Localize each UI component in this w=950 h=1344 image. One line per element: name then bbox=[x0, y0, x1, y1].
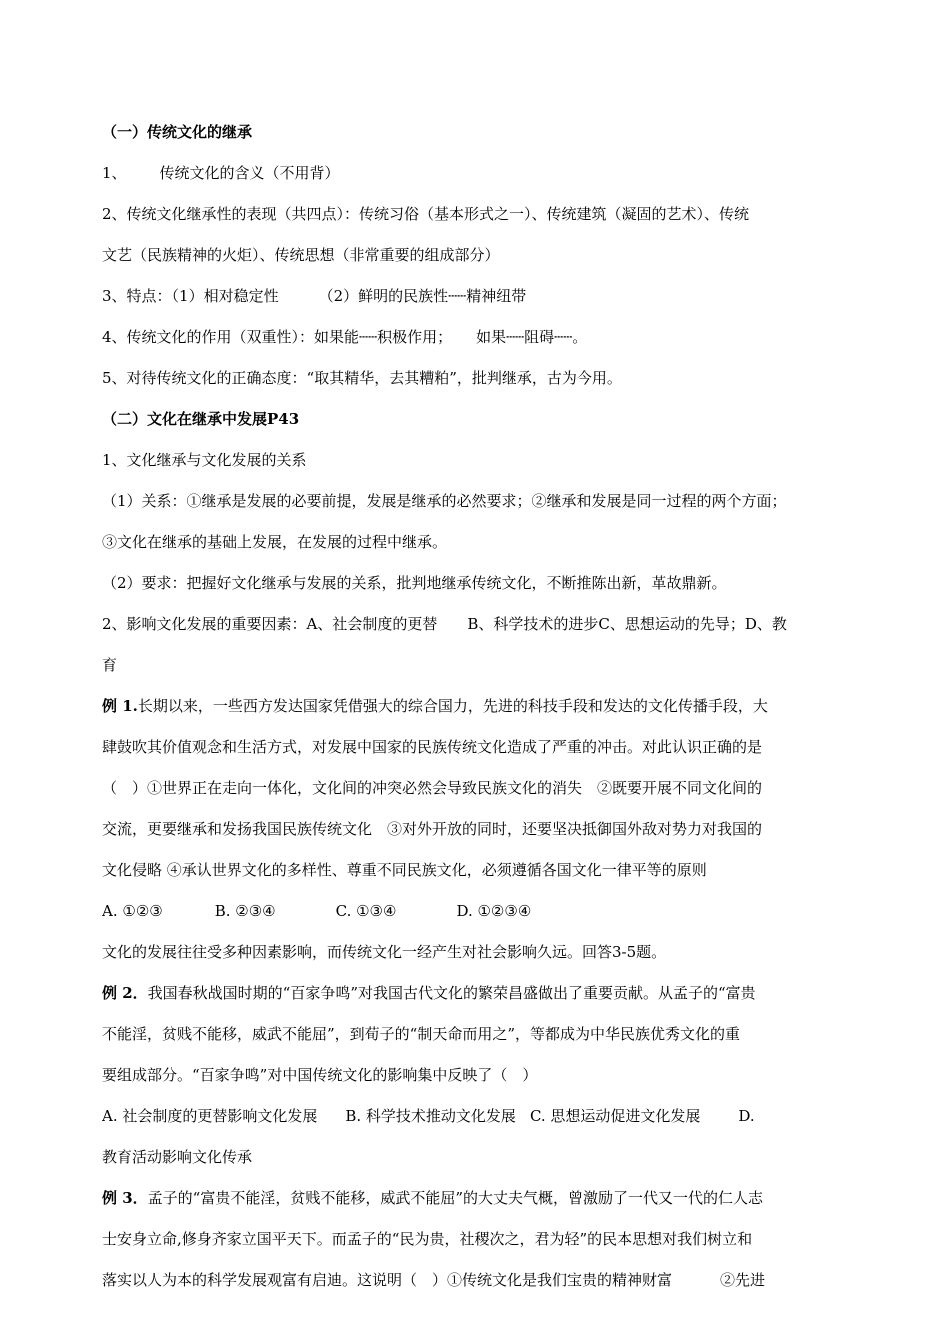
example-label: 例 1. bbox=[102, 697, 138, 715]
option-a: A. 社会制度的更替影响文化发展 bbox=[102, 1107, 318, 1125]
option-continuation: 教育活动影响文化传承 bbox=[102, 1148, 253, 1166]
list-item bbox=[102, 317, 852, 358]
list-item bbox=[102, 276, 852, 317]
question-text: 文化侵略 ④承认世界文化的多样性、尊重不同民族文化，必须遵循各国文化一律平等的原则 bbox=[102, 861, 707, 879]
list-item bbox=[102, 153, 852, 194]
example-label: 例 2． bbox=[102, 984, 148, 1002]
option-b: B. 科学技术推动文化发展 bbox=[345, 1107, 516, 1125]
option-d: D. ①②③④ bbox=[456, 902, 532, 920]
example-label: 例 3． bbox=[102, 1189, 148, 1207]
question-text: （ ）①世界正在走向一体化，文化间的冲突必然会导致民族文化的消失 ②既要开展不同文化间的 bbox=[102, 779, 763, 797]
item-text: 如果┄┄阻碍┄┄。 bbox=[476, 328, 588, 346]
question-text: 不能淫，贫贱不能移，威武不能屈”，到荀子的“制天命而用之”，等都成为中华民族优秀文化的重 bbox=[102, 1025, 741, 1043]
question-text: 我国春秋战国时期的“百家争鸣”对我国古代文化的繁荣昌盛做出了重要贡献。从孟子的“富贵 bbox=[147, 984, 756, 1002]
example-question bbox=[102, 973, 852, 1014]
question-text-part: ②先进 bbox=[720, 1271, 766, 1289]
option-c: C. ①③④ bbox=[335, 902, 397, 920]
question-text-part: 落实以人为本的科学发展观富有启迪。这说明（ ）①传统文化是我们宝贵的精神财富 bbox=[102, 1271, 673, 1289]
list-item: 5、对待传统文化的正确态度：“取其精华，去其糟粕”，批判继承，古为今用。 bbox=[102, 369, 622, 387]
item-text: 4、传统文化的作用（双重性）：如果能┄┄积极作用； bbox=[102, 328, 453, 346]
question-text: 长期以来，一些西方发达国家凭借强大的综合国力，先进的科技手段和发达的文化传播手段，大 bbox=[137, 697, 768, 715]
question-text: 肆鼓吹其价值观念和生活方式，对发展中国家的民族传统文化造成了严重的冲击。对此认识正确的是 bbox=[102, 738, 763, 756]
item-number: 1、 bbox=[102, 164, 127, 182]
option-c: C. 思想运动促进文化发展 bbox=[529, 1107, 701, 1125]
section-heading-inheritance: （一）传统文化的继承 bbox=[102, 123, 253, 141]
item-text: 传统文化的含义（不用背） bbox=[159, 164, 340, 182]
list-item-continuation: ③文化在继承的基础上发展，在发展的过程中继承。 bbox=[102, 533, 448, 551]
answer-options bbox=[102, 1096, 852, 1137]
question-text: 交流，更要继承和发扬我国民族传统文化 ③对外开放的同时，还要坚决抵御国外敌对势力对我国的 bbox=[102, 820, 763, 838]
question-text: 孟子的“富贵不能淫，贫贱不能移，威武不能屈”的大丈夫气概，曾激励了一代又一代的仁人志 bbox=[147, 1189, 764, 1207]
list-item-continuation: 文艺（民族精神的火炬）、传统思想（非常重要的组成部分） bbox=[102, 246, 500, 264]
list-item-continuation: 育 bbox=[102, 656, 118, 674]
option-a: A. ①②③ bbox=[102, 902, 163, 920]
list-item: 2、传统文化继承性的表现（共四点）：传统习俗（基本形式之一）、传统建筑（凝固的艺术）、传统 bbox=[102, 205, 750, 223]
item-text: 3、特点：（1）相对稳定性 bbox=[102, 287, 279, 305]
intro-text: 文化的发展往往受多种因素影响，而传统文化一经产生对社会影响久远。回答3-5题。 bbox=[102, 943, 667, 961]
example-question bbox=[102, 1178, 852, 1219]
list-item: 2、影响文化发展的重要因素：A、社会制度的更替 B、科学技术的进步C、思想运动的先导；D、教 bbox=[102, 615, 787, 633]
option-d: D. bbox=[738, 1107, 755, 1125]
item-text: （2）鲜明的民族性┄┄精神纽带 bbox=[318, 287, 527, 305]
question-text bbox=[102, 1260, 852, 1301]
section-heading-development: （二）文化在继承中发展P43 bbox=[102, 410, 300, 428]
question-text: 士安身立命,修身齐家立国平天下。而孟子的“民为贵，社稷次之，君为轻”的民本思想对我们树立和 bbox=[102, 1230, 753, 1248]
question-text: 要组成部分。“百家争鸣”对中国传统文化的影响集中反映了（ ） bbox=[102, 1066, 538, 1084]
document-page bbox=[102, 112, 852, 1301]
list-item: （1）关系：①继承是发展的必要前提，发展是继承的必然要求；②继承和发展是同一过程的两个方面； bbox=[102, 492, 787, 510]
option-b: B. ②③④ bbox=[214, 902, 276, 920]
example-question bbox=[102, 686, 852, 727]
list-item: （2）要求：把握好文化继承与发展的关系，批判地继承传统文化，不断推陈出新，革故鼎新。 bbox=[102, 574, 727, 592]
answer-options bbox=[102, 891, 852, 932]
list-item: 1、文化继承与文化发展的关系 bbox=[102, 451, 307, 469]
